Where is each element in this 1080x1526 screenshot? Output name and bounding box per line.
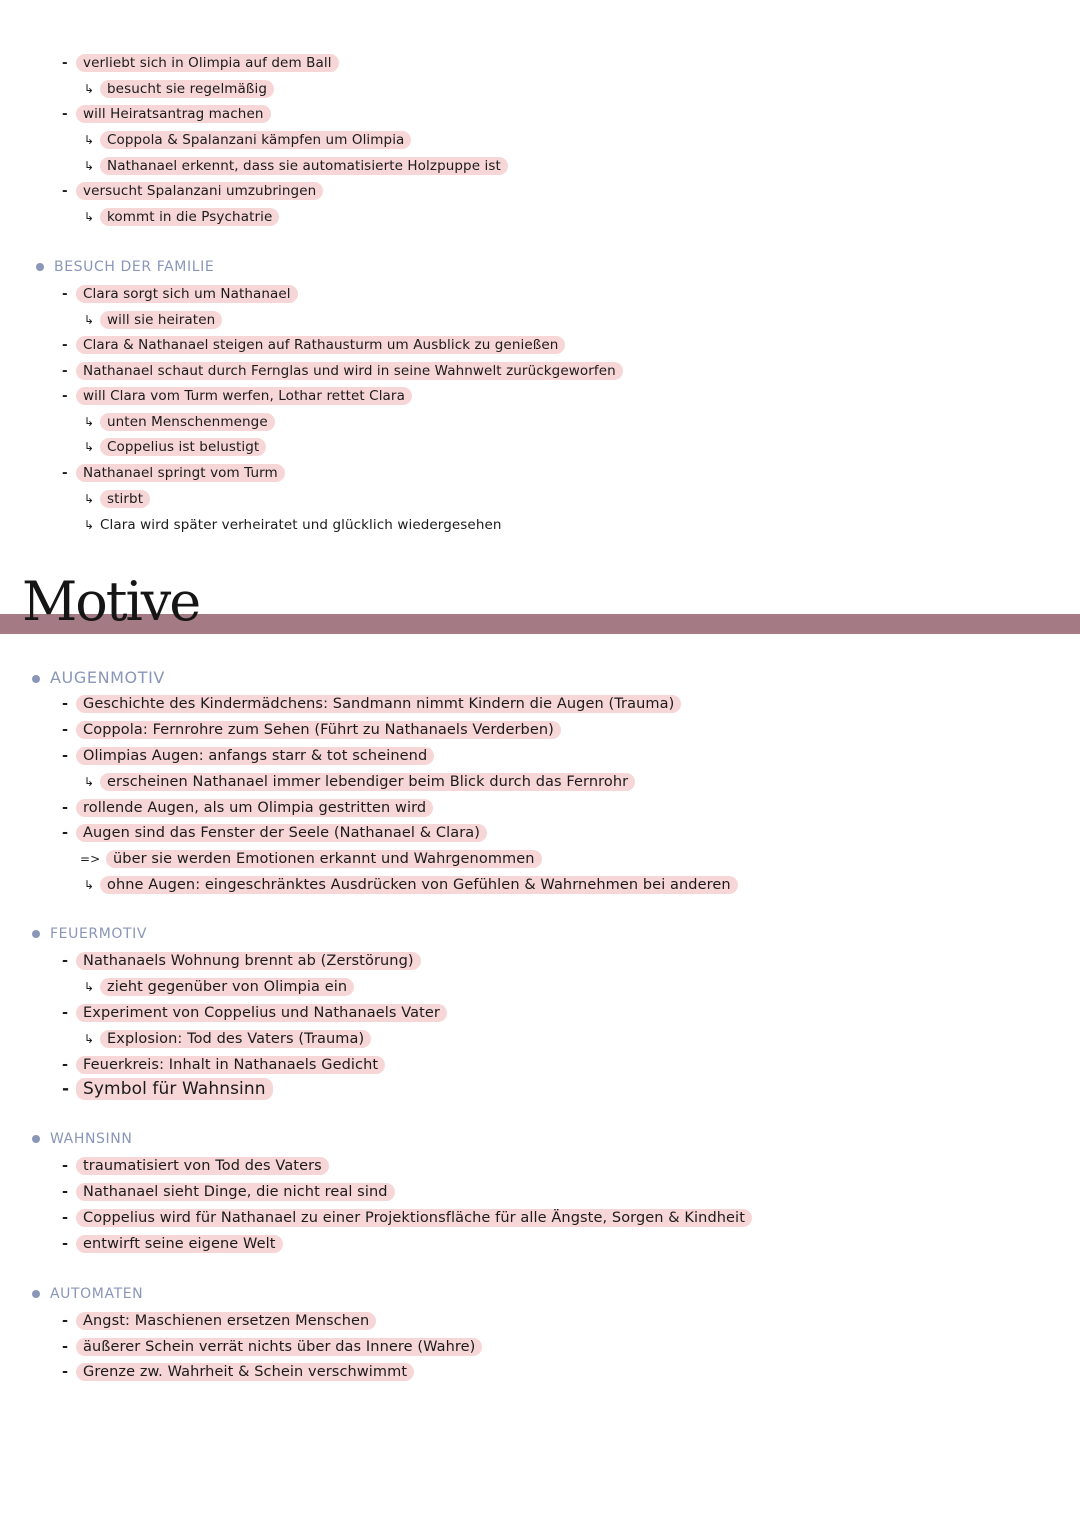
dash-marker: - — [62, 388, 68, 404]
list-item-text: will Clara vom Turm werfen, Lothar rettet Clara — [76, 387, 412, 405]
section-heading-augen — [32, 668, 165, 687]
dash-marker: - — [62, 1210, 69, 1226]
list-item-text: verliebt sich in Olimpia auf dem Ball — [76, 54, 339, 72]
dash-marker: - — [62, 1184, 69, 1200]
arrow-icon: ↳ — [84, 133, 95, 147]
dash-marker: - — [62, 286, 68, 302]
list-item — [84, 876, 738, 894]
list-item-text: Coppelius ist belustigt — [100, 438, 266, 456]
list-item-text: Coppola & Spalanzani kämpfen um Olimpia — [100, 131, 411, 149]
dash-marker: - — [62, 106, 68, 122]
list-item — [62, 54, 339, 72]
dash-marker: - — [62, 337, 68, 353]
dash-marker: - — [62, 825, 69, 841]
list-item-text: traumatisiert von Tod des Vaters — [76, 1157, 329, 1175]
list-item-text: Clara & Nathanael steigen auf Rathausturm um Ausblick zu genießen — [76, 336, 565, 354]
section-heading-automaten — [32, 1286, 143, 1302]
list-item — [62, 1004, 447, 1022]
list-item-text: Nathanael sieht Dinge, die nicht real sind — [76, 1183, 395, 1201]
dash-marker: - — [62, 748, 69, 764]
list-item-text: will Heiratsantrag machen — [76, 105, 271, 123]
list-item-text: Coppelius wird für Nathanael zu einer Projektionsfläche für alle Ängste, Sorgen & Kindheit — [76, 1209, 752, 1227]
dash-marker: - — [62, 722, 69, 738]
list-item — [62, 824, 487, 842]
list-item-text: will sie heiraten — [100, 311, 222, 329]
dash-marker: - — [62, 465, 68, 481]
dash-marker: - — [62, 55, 68, 71]
list-item — [62, 182, 323, 200]
list-item-text: Nathanael schaut durch Fernglas und wird in seine Wahnwelt zurückgeworfen — [76, 362, 623, 380]
list-item — [62, 285, 298, 303]
list-item-text: ohne Augen: eingeschränktes Ausdrücken von Gefühlen & Wahrnehmen bei anderen — [100, 876, 738, 894]
list-item — [62, 1080, 273, 1098]
list-item-text: äußerer Schein verrät nichts über das Innere (Wahre) — [76, 1338, 482, 1356]
list-item-text: Explosion: Tod des Vaters (Trauma) — [100, 1030, 371, 1048]
arrow-icon: ↳ — [84, 82, 95, 96]
list-item-text: Clara sorgt sich um Nathanael — [76, 285, 298, 303]
arrow-icon: ↳ — [84, 159, 95, 173]
list-item-text: stirbt — [100, 490, 150, 508]
list-item — [62, 695, 681, 713]
list-item-text: Symbol für Wahnsinn — [76, 1078, 273, 1100]
arrow-icon: ↳ — [84, 980, 95, 994]
list-item — [84, 1030, 371, 1048]
list-item-text: Geschichte des Kindermädchens: Sandmann nimmt Kindern die Augen (Trauma) — [76, 695, 681, 713]
dash-marker: - — [62, 1079, 70, 1099]
list-item — [84, 516, 502, 534]
section-heading-besuch — [36, 259, 214, 275]
list-item — [62, 336, 565, 354]
list-item — [84, 131, 411, 149]
section-heading-text: FEUERMOTIV — [50, 926, 148, 942]
list-item — [84, 413, 275, 431]
list-item — [62, 1157, 329, 1175]
list-item — [62, 1312, 376, 1330]
list-item — [62, 105, 271, 123]
list-item — [84, 80, 274, 98]
section-heading-text: WAHNSINN — [50, 1131, 133, 1147]
list-item-text: Experiment von Coppelius und Nathanaels Vater — [76, 1004, 447, 1022]
list-item-text: erscheinen Nathanael immer lebendiger beim Blick durch das Fernrohr — [100, 773, 635, 791]
list-item-text: über sie werden Emotionen erkannt und Wahrgenommen — [106, 850, 542, 868]
section-heading-text: AUTOMATEN — [50, 1286, 144, 1302]
list-item-text: besucht sie regelmäßig — [100, 80, 274, 98]
list-item-text: Feuerkreis: Inhalt in Nathanaels Gedicht — [76, 1056, 385, 1074]
dash-marker: - — [62, 1158, 69, 1174]
arrow-icon: ↳ — [84, 210, 95, 224]
list-item-text: Nathanaels Wohnung brennt ab (Zerstörung) — [76, 952, 421, 970]
dash-marker: - — [62, 696, 69, 712]
list-item — [84, 208, 279, 226]
dash-marker: - — [62, 953, 69, 969]
list-item — [62, 952, 421, 970]
list-item — [84, 438, 266, 456]
list-item — [62, 1235, 283, 1253]
list-item — [62, 1363, 414, 1381]
list-item-text: Nathanael springt vom Turm — [76, 464, 285, 482]
list-item — [80, 850, 542, 868]
list-item-text: kommt in die Psychatrie — [100, 208, 279, 226]
bullet-dot-icon — [32, 675, 40, 683]
list-item-text: Clara wird später verheiratet und glücklich wiedergesehen — [100, 517, 502, 533]
bullet-dot-icon — [32, 1135, 40, 1143]
section-heading-feuer — [32, 926, 147, 942]
dash-marker: - — [62, 1236, 69, 1252]
section-heading-wahnsinn — [32, 1131, 132, 1147]
list-item-text: Coppola: Fernrohre zum Sehen (Führt zu Nathanaels Verderben) — [76, 721, 561, 739]
dash-marker: - — [62, 1057, 69, 1073]
list-item — [62, 362, 623, 380]
list-item — [62, 1183, 395, 1201]
dash-marker: - — [62, 1364, 69, 1380]
dash-marker: - — [62, 363, 68, 379]
dash-marker: - — [62, 800, 69, 816]
bullet-dot-icon — [36, 263, 44, 271]
dash-marker: - — [62, 1313, 69, 1329]
list-item-text: zieht gegenüber von Olimpia ein — [100, 978, 354, 996]
list-item — [84, 157, 508, 175]
dash-marker: - — [62, 183, 68, 199]
list-item-text: Augen sind das Fenster der Seele (Nathanael & Clara) — [76, 824, 487, 842]
list-item — [62, 1338, 482, 1356]
list-item — [62, 721, 561, 739]
list-item — [62, 799, 433, 817]
dash-marker: - — [62, 1005, 69, 1021]
bullet-dot-icon — [32, 1290, 40, 1298]
dash-marker: - — [62, 1339, 69, 1355]
page-title: Motive — [22, 570, 200, 633]
list-item-text: Grenze zw. Wahrheit & Schein verschwimmt — [76, 1363, 414, 1381]
list-item — [62, 1056, 385, 1074]
list-item — [84, 311, 222, 329]
list-item-text: versucht Spalanzani umzubringen — [76, 182, 323, 200]
list-item — [62, 387, 412, 405]
list-item — [84, 978, 354, 996]
bullet-dot-icon — [32, 930, 40, 938]
list-item — [84, 773, 635, 791]
arrow-icon: ↳ — [84, 518, 95, 532]
arrow-icon: ↳ — [84, 313, 95, 327]
list-item-text: Olimpias Augen: anfangs starr & tot scheinend — [76, 747, 434, 765]
arrow-icon: ↳ — [84, 1032, 95, 1046]
list-item — [62, 1209, 752, 1227]
implies-marker: => — [80, 852, 101, 866]
section-heading-text: AUGENMOTIV — [50, 668, 165, 687]
list-item — [62, 747, 434, 765]
list-item-text: Angst: Maschienen ersetzen Menschen — [76, 1312, 376, 1330]
list-item — [84, 490, 150, 508]
arrow-icon: ↳ — [84, 775, 95, 789]
arrow-icon: ↳ — [84, 878, 95, 892]
list-item-text: entwirft seine eigene Welt — [76, 1235, 283, 1253]
section-heading-text: BESUCH DER FAMILIE — [54, 259, 215, 275]
arrow-icon: ↳ — [84, 440, 95, 454]
list-item-text: Nathanael erkennt, dass sie automatisierte Holzpuppe ist — [100, 157, 508, 175]
list-item — [62, 464, 285, 482]
arrow-icon: ↳ — [84, 415, 95, 429]
arrow-icon: ↳ — [84, 492, 95, 506]
list-item-text: unten Menschenmenge — [100, 413, 275, 431]
list-item-text: rollende Augen, als um Olimpia gestritten wird — [76, 799, 433, 817]
